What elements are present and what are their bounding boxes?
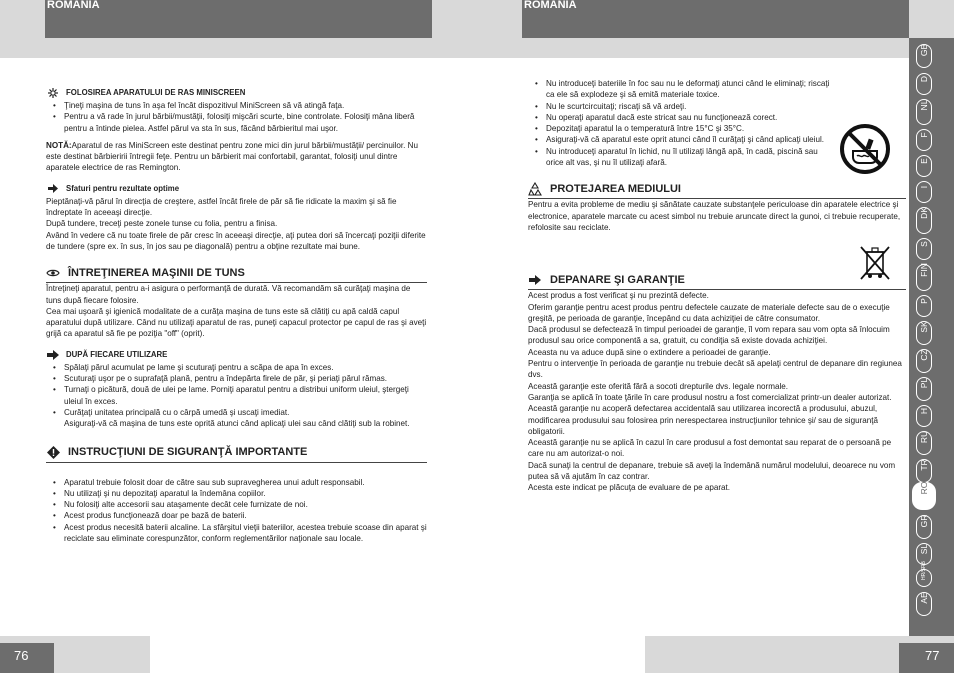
language-tab[interactable]: RU (916, 431, 932, 455)
list-item: • Curăţaţi unitatea principală cu o cârpă umedă şi uscaţi imediat. (46, 407, 427, 418)
language-tab[interactable]: CZ (916, 349, 932, 373)
left-page-number: 76 (0, 643, 54, 673)
language-tab[interactable]: PL (916, 377, 932, 401)
list-item: • Spălaţi părul acumulat pe lame şi scuturaţi pentru a scăpa de apa în exces. (46, 362, 427, 373)
warranty-paragraph: Dacă sunaţi la centrul de depanare, trebuie să aveţi la îndemână numărul modelului, deoarece nu vom putea să vă ajutăm în caz contrar. (528, 460, 896, 482)
list-item: • Nu utilizaţi şi nu depozitaţi aparatul la îndemâna copiilor. (46, 488, 427, 499)
language-tab[interactable]: GB (916, 44, 932, 68)
language-tab[interactable]: H (916, 405, 932, 427)
right-page-number: 77 (899, 643, 954, 673)
left-header-label: ROMANIA (47, 0, 100, 11)
list-item: • Turnaţi o picătură, două de ulei pe lame. Porniţi aparatul pentru a distribui uniform uleiul, ştergeţi uleiul în exces. (46, 384, 427, 407)
right-header-bar (522, 0, 909, 38)
list-item: • Asiguraţi-vă că aparatul este oprit atunci când îl curăţaţi şi când aplicaţi uleiul. (528, 134, 836, 145)
warranty-paragraph: Pentru o intervenţie în perioada de garanţie nu trebuie decât să apelaţi centrul de depanare din regiunea dvs. (528, 359, 902, 380)
language-tab[interactable]: GR (916, 515, 932, 539)
warranty-paragraph: Garanţia se aplică în toate ţările în care produsul nostru a fost comercializat printr-un dealer autorizat. (528, 392, 892, 402)
list-item: • Pentru a vă rade în jurul bărbii/mustăţii, folosiţi mişcări scurte, bine controlate. Folosiţi mâna liberă pentru a întinde pielea. Astfel părul va sta în sus, făcând bărbieritul mai uşor. (46, 111, 427, 134)
warranty-paragraph: Dacă produsul se defectează în timpul perioadei de garanţie, îl vom repara sau vom opta să înlocuim produsul sau orice componentă a sa, gratuit, cu condiţia să existe dovada achiziţiei. (528, 325, 890, 346)
warranty-paragraph: Această garanţie nu se aplică în cazul în care produsul a fost demontat sau reparat de o persoană pe care nu am autorizat-o noi. (528, 438, 892, 459)
tips-paragraph: Pieptănaţi-vă părul în direcţia de creştere, astfel încât firele de păr să fie ridicate la maxim şi să fie îndreptate în aceeaşi direcţie. (46, 196, 397, 218)
language-tab-active[interactable]: RO (912, 482, 936, 510)
language-tab[interactable]: I (916, 181, 932, 203)
arrow-right-icon (528, 273, 542, 287)
language-tab[interactable]: F (916, 129, 932, 151)
tips-paragraph: După tundere, treceţi peste zonele tunse cu folia, pentru a finisa. (46, 219, 278, 229)
no-bath-symbol-icon (839, 123, 891, 175)
language-tab[interactable]: TR (916, 459, 932, 483)
list-item: • Depozitaţi aparatul la o temperatură între 15°C şi 35°C. (528, 123, 836, 134)
gear-icon (46, 86, 60, 100)
after-use-list (46, 362, 427, 418)
language-tab[interactable]: DK (916, 207, 932, 234)
note-paragraph: NOTĂ:Aparatul de ras MiniScreen este destinat pentru zone mici din jurul bărbii/mustăţii/ percinuilor. Nu este destinat bărbieririi întregii feţe. Pentru un bărbierit mai confortabil, garantat, folosiţi unul dintre aparatele electrice de ras Remington. (46, 140, 419, 173)
arrow-right-icon (46, 182, 60, 196)
list-item: • Nu le scurtcircuitaţi; riscaţi să vă ardeţi. (528, 101, 836, 112)
language-tab[interactable]: AE (916, 592, 932, 616)
warranty-paragraph: Acest produs a fost verificat şi nu prezintă defecte. (528, 291, 709, 301)
right-header-label: ROMANIA (524, 0, 577, 11)
language-tab[interactable]: E (916, 155, 932, 177)
list-item: • Nu introduceţi aparatul în lichid, nu îl utilizaţi lângă apă, în cadă, piscină sau orice alt vas, şi nu îl utilizaţi afară. (528, 146, 836, 169)
safety-list (46, 477, 427, 545)
warranty-heading: DEPANARE ŞI GARANŢIE (528, 273, 906, 290)
language-tab[interactable]: SK (916, 321, 932, 345)
list-item: • Acest produs necesită baterii alcaline. La sfârşitul vieţii bateriilor, acestea trebuie scoase din aparat şi reciclate sau eliminate corespunzător, conform reglementărilor naţionale sau locale. (46, 522, 427, 545)
language-tab[interactable]: NL (916, 99, 932, 125)
language-tab[interactable]: D (916, 73, 932, 95)
warning-icon (46, 446, 60, 460)
language-tab[interactable]: HR/SRB (916, 569, 932, 587)
left-column (46, 86, 427, 544)
warranty-paragraph: Acesta este indicat pe plăcuţa de evaluare de pe aparat. (528, 483, 731, 493)
language-tab[interactable]: FIN (916, 264, 932, 291)
warranty-paragraph: Oferim garanţie pentru acest produs pentru defectele cauzate de materiale defecte sau de o execuţie greşită, pe perioada de garanţie, începând cu data achiziţiei de către consumator. (528, 302, 890, 323)
miniscreen-heading: FOLOSIREA APARATULUI DE RAS MINISCREEN (46, 86, 427, 100)
after-use-note: Asiguraţi-vă că maşina de tuns este oprită atunci când aplicaţi ulei sau când clătiţi sub la robinet. (64, 419, 410, 429)
eye-icon (46, 266, 60, 280)
list-item: • Nu folosiţi alte accesorii sau ataşamente decât cele furnizate de noi. (46, 499, 427, 510)
warranty-paragraph: Această garanţie nu acoperă defectarea accidentală sau utilizarea incorectă a produsului, abuzul, modificarea produsului sau folosirea prin nerespectarea instrucţiunilor tehnice şi/ sau de siguranţă obligatorii. (528, 404, 879, 436)
tips-heading: Sfaturi pentru rezultate optime (46, 182, 427, 196)
after-use-heading: DUPĂ FIECARE UTILIZARE (46, 348, 427, 362)
warranty-paragraph: Această garanţie este oferită fără a socoti drepturile dvs. legale normale. (528, 381, 789, 391)
list-item: • Acest produs funcţionează doar pe bază de baterii. (46, 510, 427, 521)
crossed-bin-icon (858, 244, 892, 284)
maintenance-paragraph: Cea mai uşoară şi igienică modalitate de a curăţa maşina de tuns este să clătiţi cu apă caldă capul aparatului după utilizare. Când nu utilizaţi aparatul de ras, puneţi capacul protector pe capul de ras şi aveţi grijă ca aparatul să fie pe poziţia "off" (oprit). (46, 306, 427, 339)
list-item: • Aparatul trebuie folosit doar de către sau sub supravegherea unui adult responsabil. (46, 477, 427, 488)
environment-heading: PROTEJAREA MEDIULUI (528, 182, 906, 199)
language-tab[interactable]: P (916, 295, 932, 317)
tips-paragraph: Având în vedere că nu toate firele de păr cresc în aceeaşi direcţie, aţi putea dori să încercaţi poziţii diferite de tundere (spre ex. în sus, în jos sau pe diagonală) pentru a obţine rezultate mai bune. (46, 230, 426, 251)
miniscreen-list (46, 100, 427, 134)
language-tab[interactable]: SL (916, 543, 932, 565)
list-item: • Nu operaţi aparatul dacă este stricat sau nu funcţionează corect. (528, 112, 836, 123)
left-header-bar (45, 0, 432, 38)
safety-heading: INSTRUCŢIUNI DE SIGURANŢĂ IMPORTANTE (46, 446, 427, 463)
arrow-right-icon (46, 348, 60, 362)
list-item: • Nu introduceţi bateriile în foc sau nu le deformaţi atunci când le eliminaţi; riscaţi ca ele să explodeze şi să emită materiale toxice. (528, 78, 836, 101)
environment-paragraph: Pentru a evita probleme de mediu şi sănătate cauzate substanţele periculoase din aparatele electrice şi electronice, aparatele marcate cu acest simbol nu trebuie aruncate direct la gunoi, ci trebuie recuperate, refolosite sau reciclate. (528, 200, 901, 232)
warranty-paragraph: Aceasta nu va aduce după sine o extindere a perioadei de garanţie. (528, 347, 771, 357)
list-item: • Ţineţi maşina de tuns în aşa fel încât dispozitivul MiniScreen să vă atingă faţa. (46, 100, 427, 111)
recycle-icon (528, 182, 542, 196)
language-tab[interactable]: S (916, 238, 932, 260)
maintenance-heading: ÎNTREŢINEREA MAŞINII DE TUNS (46, 266, 427, 283)
maintenance-paragraph: Întreţineţi aparatul, pentru a-i asigura o performanţă de durată. Vă recomandăm să curăţaţi maşina de tuns după fiecare folosire. (46, 284, 411, 305)
list-item: • Scuturaţi uşor pe o suprafaţă plană, pentru a îndepărta firele de păr, şi periaţi părul rămas. (46, 373, 427, 384)
